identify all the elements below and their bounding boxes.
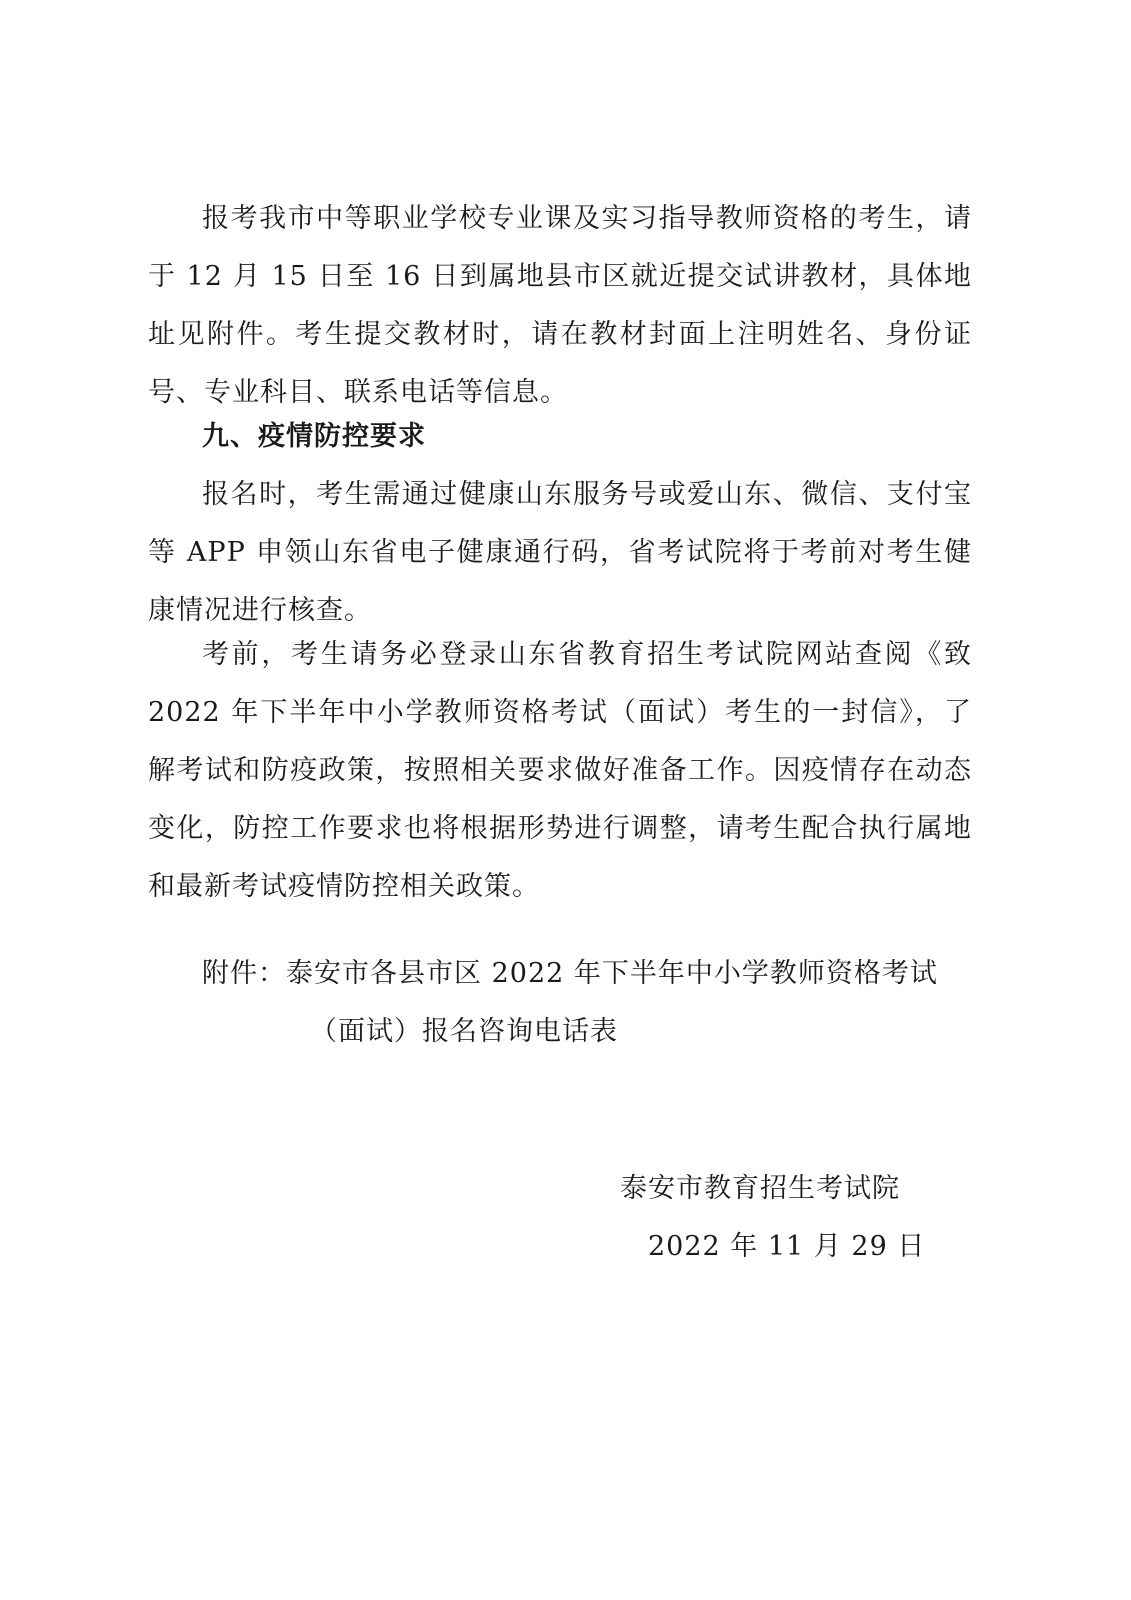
attachment-note [202, 945, 982, 1061]
paragraph-before-exam: 考前，考生请务必登录山东省教育招生考试院网站查阅《致 2022 年下半年中小学教师资格考试（面试）考生的一封信》，了解考试和防疫政策，按照相关要求做好准备工作。因疫情存在动态变化，防控工作要求也将根据形势进行调整，请考生配合执行属地和最新考试疫情防控相关政策。 [148, 639, 972, 902]
signature-date: 2022 年 11 月 29 日 [648, 1231, 926, 1262]
paragraph-teaching-materials: 报考我市中等职业学校专业课及实习指导教师资格的考生，请于 12 月 15 日至 16 日到属地县市区就近提交试讲教材，具体地址见附件。考生提交教材时，请在教材封面上注明姓名、身份证号、专业科目、联系电话等信息。 [148, 203, 972, 408]
paragraph-health-code: 报名时，考生需通过健康山东服务号或爱山东、微信、支付宝等 APP 申领山东省电子健康通行码，省考试院将于考前对考生健康情况进行核查。 [148, 479, 972, 626]
signature-organization: 泰安市教育招生考试院 [620, 1173, 900, 1204]
section-heading-epidemic-control: 九、疫情防控要求 [202, 421, 426, 452]
attachment-line-2: （面试）报名咨询电话表 [310, 1016, 618, 1047]
attachment-line-1: 附件：泰安市各县市区 2022 年下半年中小学教师资格考试 [202, 958, 938, 989]
